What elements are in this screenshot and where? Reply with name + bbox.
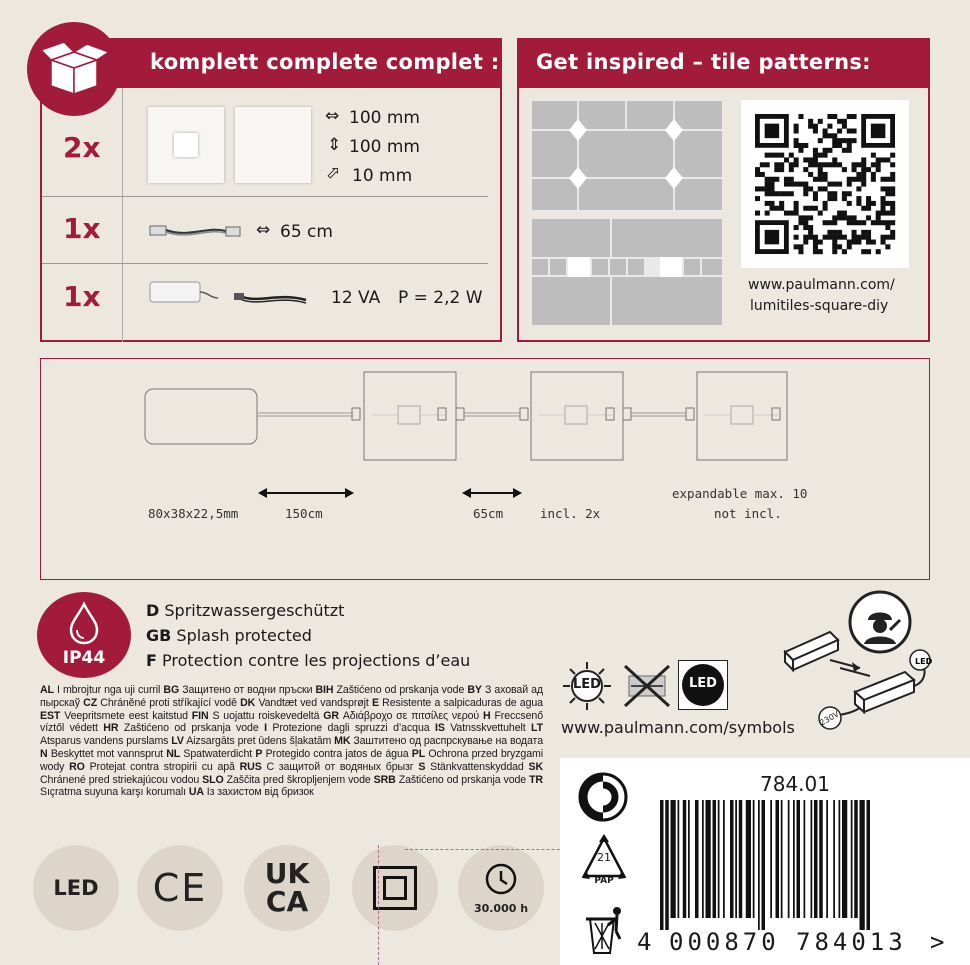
arrow-65cm: [462, 485, 522, 505]
width-icon: ⇔: [325, 106, 340, 126]
lang-text: Protezione dagli spruzzi d’acqua: [266, 722, 435, 735]
symbols-url[interactable]: www.paulmann.com/symbols: [561, 718, 795, 737]
lang-text: S uojattu roiskevedeltä: [208, 709, 324, 722]
contents-title: komplett complete complet :: [150, 50, 500, 74]
ce-mark: [137, 845, 223, 931]
lang-text: Freccsenő víztől védett: [40, 709, 543, 735]
box-icon: [27, 22, 121, 116]
lang-text: Chránené pred striekajúcou vodou: [40, 773, 203, 786]
wiring-drawing: [140, 370, 820, 474]
lang-code: N: [40, 747, 48, 760]
led-bulb-label: LED: [573, 677, 601, 692]
no-bulb-exchange-icon: [621, 662, 673, 714]
lang-text: Ochrona przed bryzgami wody: [40, 747, 543, 773]
dim-depth: 10 mm: [352, 166, 413, 186]
barcode-group-1: 000870: [669, 928, 780, 956]
inspire-url-line2[interactable]: lumitiles-square-diy: [750, 298, 889, 314]
lang-code: LT: [531, 722, 544, 735]
cable-150: 150cm: [285, 506, 323, 521]
led-badge: LED: [33, 845, 119, 931]
lang-text: Защитено от водни пръски: [179, 684, 316, 696]
barcode-first-digit: 4: [637, 928, 652, 956]
qr-code[interactable]: [741, 100, 909, 268]
lang-code: FIN: [191, 709, 209, 722]
ukca-mark: UK CA: [244, 845, 330, 931]
ce-mark-text: CE: [152, 866, 208, 910]
dim-height: 100 mm: [349, 137, 420, 157]
ip44-label: IP44: [62, 648, 106, 668]
ip-line-de: D Spritzwassergeschützt: [146, 601, 345, 620]
lang-text: Zaščita pred škropljenjem vode: [223, 773, 374, 786]
lang-text: Vatnsskvettuhelt: [444, 722, 532, 735]
lang-code: AL: [40, 684, 54, 696]
installer-icon: [780, 590, 940, 744]
clock-icon: [484, 862, 518, 896]
arrow-150cm: [258, 485, 354, 505]
lang-code: EST: [40, 709, 61, 722]
lang-code: BY: [467, 684, 482, 696]
recycle-code: 21: [597, 851, 611, 864]
lang-code: CZ: [83, 696, 98, 709]
lang-text: Veepritsmete eest kaitstud: [60, 709, 192, 722]
green-dot-icon: [578, 772, 628, 826]
ip-line-fr: F Protection contre les projections d’eau: [146, 651, 471, 670]
not-included-text: not incl.: [714, 506, 782, 521]
lang-text: Αδιάβροχο σε πιτσίλες νερού: [338, 709, 483, 722]
lang-code: IS: [434, 722, 445, 735]
ip-translations: [40, 684, 543, 799]
lang-text: Spatwaterdicht: [180, 747, 256, 760]
recycle-paper-icon: [578, 832, 630, 892]
lang-code: GR: [323, 709, 339, 722]
recycle-material: PAP: [594, 876, 614, 886]
row-divider: [42, 196, 488, 197]
driver-size: 80x38x22,5mm: [148, 506, 239, 521]
lang-text: Aizsargāts pret ūdens šļakatām: [183, 735, 335, 748]
lang-code: MK: [334, 735, 351, 748]
lang-code: PL: [411, 747, 426, 760]
ip-line-gb: GB Splash protected: [146, 626, 312, 645]
lang-text: Zaštićeno od prskanja vode: [333, 684, 468, 696]
lifetime-badge: 30.000 h: [458, 845, 544, 931]
led-integrated-label: LED: [689, 676, 717, 691]
cable-65: 65cm: [473, 506, 504, 521]
led-integrated-icon: [678, 660, 728, 710]
lang-text: I mbrojtur nga uji curril: [53, 684, 164, 696]
lang-code: NL: [166, 747, 181, 760]
lang-code: H: [483, 709, 491, 722]
included-count: incl. 2x: [540, 506, 601, 521]
lang-text: Zaštićeno od prskanja vode: [395, 773, 530, 786]
svg-text:LED: LED: [915, 657, 933, 666]
height-icon: ⇕: [327, 135, 342, 155]
lang-code: SLO: [202, 773, 224, 786]
waste-bin-icon: [580, 905, 626, 961]
lang-code: TR: [529, 773, 543, 786]
barcode: [658, 800, 920, 934]
row-divider: [42, 263, 488, 264]
lang-code: HR: [103, 722, 119, 735]
lang-code: E: [371, 696, 379, 709]
tile-back: [235, 107, 311, 183]
lang-text: Із захистом від бризок: [203, 786, 314, 799]
connector-cable-icon: [148, 220, 243, 248]
lang-text: Beskyttet mot vannsprut: [47, 747, 167, 760]
inspire-url-line1[interactable]: www.paulmann.com/: [748, 277, 895, 293]
lang-code: DK: [240, 696, 256, 709]
lang-code: BIH: [315, 684, 334, 696]
lang-text: Chráněné proti stříkající vodě: [97, 696, 241, 709]
article-number: 784.01: [760, 772, 830, 796]
expandable-text: expandable max. 10: [672, 486, 808, 501]
cable-length: 65 cm: [280, 222, 333, 242]
lang-code: LV: [171, 735, 184, 748]
led-bulb-icon: [561, 660, 613, 716]
lang-text: Atsparus vandens purslams: [40, 735, 172, 748]
power-watt: P = 2,2 W: [398, 288, 483, 308]
barcode-suffix: >: [930, 928, 945, 956]
lang-text: Protejat contra stropirii cu apă: [84, 760, 240, 773]
tile-front: [148, 107, 224, 183]
depth-icon: ⬀: [326, 163, 341, 183]
power-va: 12 VA: [331, 288, 381, 308]
row-qty: 1x: [63, 212, 101, 245]
tile-pattern-2: [531, 218, 723, 326]
lang-code: SK: [528, 760, 544, 773]
lang-text: З аховай ад пырскаў: [40, 684, 544, 709]
lang-code: SRB: [373, 773, 396, 786]
class-ii-icon: [352, 845, 438, 931]
lang-text: Zaštićeno od prskanja vode: [118, 722, 265, 735]
lang-text: Protegido contra jatos de água: [262, 747, 412, 760]
dim-width: 100 mm: [349, 108, 420, 128]
lang-text: Resistente a salpicaduras de agua: [378, 696, 543, 709]
lang-text: Stänkvattenskyddad: [425, 760, 529, 773]
lang-code: UA: [188, 786, 204, 799]
barcode-group-2: 784013: [796, 928, 907, 956]
voltage-label: 230V: [818, 709, 841, 728]
crop-mark: [378, 845, 379, 965]
contents-divider: [122, 88, 123, 342]
lang-text: Sıçratma suyuna karşı korumalı: [40, 786, 189, 799]
lang-code: S: [418, 760, 426, 773]
lang-text: С защитой от водяных брызг: [261, 760, 419, 773]
lang-text: Заштитено од распрскување на водата: [350, 735, 543, 748]
lang-code: I: [264, 722, 267, 735]
inspire-title: Get inspired – tile patterns:: [536, 50, 871, 74]
driver-icon: [148, 278, 318, 314]
lang-code: RO: [69, 760, 85, 773]
lang-text: Vandtæt ved vandsprøjt: [255, 696, 372, 709]
lang-code: P: [255, 747, 263, 760]
tile-pattern-1: [531, 100, 723, 211]
ip44-badge: [37, 592, 131, 678]
lang-code: RUS: [239, 760, 262, 773]
row-qty: 1x: [63, 280, 101, 313]
length-icon: ⇔: [256, 220, 271, 240]
row-qty: 2x: [63, 131, 101, 164]
lang-code: BG: [163, 684, 180, 696]
